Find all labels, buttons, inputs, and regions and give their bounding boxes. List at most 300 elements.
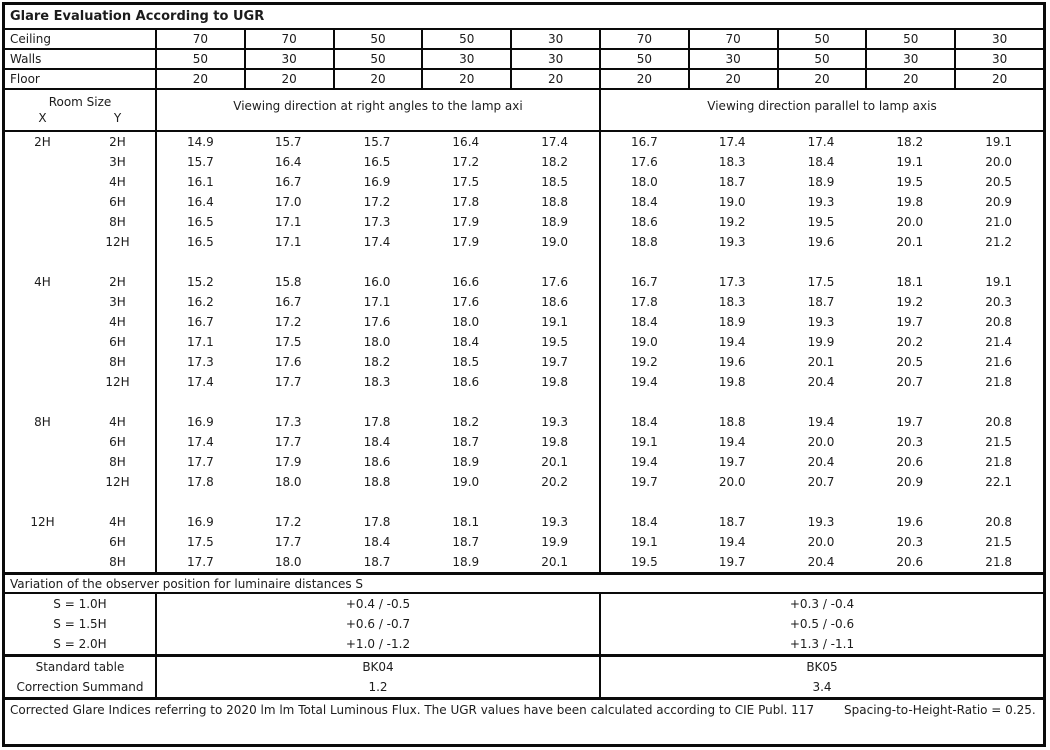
ugr-value: 16.9 [155,412,244,432]
surface-value: 20 [688,70,777,88]
room-y-value: 8H [109,455,126,469]
ugr-data-row [5,132,1043,152]
pair-row-right-value: BK05 [599,657,1043,677]
ugr-value: 18.1 [896,275,924,289]
ugr-data-row [5,192,1043,212]
ugr-value: 16.9 [155,512,244,532]
surface-value: 20 [333,70,422,88]
room-x-value [5,212,80,232]
ugr-value: 16.5 [363,155,391,169]
ugr-value: 16.5 [155,212,244,232]
spacer-cell [244,492,333,512]
ugr-value: 19.3 [807,315,835,329]
table-title: Glare Evaluation According to UGR [10,9,265,24]
ugr-value: 18.7 [807,295,835,309]
ugr-value: 19.6 [896,515,924,529]
surface-value: 30 [510,30,599,48]
ugr-value: 19.7 [541,355,568,369]
ugr-value: 19.9 [807,335,835,349]
room-x-value [5,252,80,272]
surface-value: 20 [244,70,333,88]
variation-section-header: Variation of the observer position for luminaire distances S [5,572,1043,594]
ugr-value: 20.8 [985,315,1012,329]
ugr-value: 18.4 [599,312,688,332]
ugr-value: 20.1 [807,355,835,369]
surface-value: 50 [865,30,954,48]
room-x-value [5,332,80,352]
ugr-value: 17.4 [541,135,568,149]
ugr-value: 18.4 [599,512,688,532]
spacing-to-height-ratio: Spacing-to-Height-Ratio = 0.25. [844,703,1036,717]
ugr-value: 18.6 [363,455,391,469]
ugr-data-row [5,332,1043,352]
spacer-cell [244,392,333,412]
ugr-value: 18.4 [363,435,391,449]
ugr-value: 17.1 [363,295,391,309]
ugr-value: 18.4 [452,335,480,349]
ugr-value: 20.3 [985,295,1012,309]
ugr-value: 19.0 [452,475,480,489]
pair-row-left-value: +1.0 / -1.2 [155,634,599,654]
xy-header-line [5,111,155,125]
ugr-value: 20.3 [896,535,924,549]
y-axis-label: Y [113,111,122,126]
surface-value: 30 [510,50,599,68]
room-x-value [5,392,80,412]
ugr-value: 19.1 [985,275,1012,289]
room-x-value [5,492,80,512]
ugr-value: 19.0 [599,332,688,352]
surface-value: 50 [421,30,510,48]
ugr-value: 20.4 [807,375,835,389]
ugr-value: 17.4 [155,372,244,392]
ugr-value: 18.8 [599,232,688,252]
ugr-value: 19.6 [807,235,835,249]
ugr-value: 19.7 [718,455,746,469]
spacer-cell [865,492,954,512]
room-y-value: 2H [109,275,126,289]
ugr-value: 17.8 [452,195,480,209]
spacer-cell [865,392,954,412]
ugr-value: 17.3 [363,215,391,229]
ugr-value: 21.2 [985,235,1012,249]
ugr-value: 21.6 [985,355,1012,369]
ugr-value: 21.0 [985,215,1012,229]
ugr-value: 16.4 [155,192,244,212]
pair-row [5,614,1043,634]
viewing-direction-left-header: Viewing direction at right angles to the lamp axi [155,90,599,130]
room-x-value [5,192,80,212]
spacer-cell [155,492,244,512]
surface-value: 20 [421,70,510,88]
spacer-cell [244,252,333,272]
room-x-value: 2H [34,135,51,149]
ugr-value: 19.8 [541,375,568,389]
pair-row-left-value: BK04 [155,657,599,677]
surface-value: 70 [688,30,777,48]
surface-value: 30 [954,50,1043,68]
ugr-value: 19.6 [718,355,746,369]
ugr-value: 17.3 [274,415,302,429]
ugr-value: 21.5 [985,535,1012,549]
x-axis-label: X [38,111,47,126]
ugr-value: 20.0 [896,215,924,229]
spacer-cell [510,392,599,412]
pair-row-label: Correction Summand [16,680,144,694]
spacer-cell [954,252,1043,272]
ugr-value: 20.2 [541,475,568,489]
spacer-cell [954,492,1043,512]
ugr-value: 18.7 [452,535,480,549]
ugr-data-row [5,292,1043,312]
ugr-value: 18.5 [452,355,480,369]
ugr-value: 17.2 [274,515,302,529]
room-y-value: 3H [109,295,126,309]
ugr-value: 17.5 [452,175,480,189]
ugr-data-row [5,432,1043,452]
ugr-value: 18.4 [807,155,835,169]
room-y-value: 6H [109,535,126,549]
ugr-value: 18.9 [452,555,480,569]
surface-value: 30 [954,30,1043,48]
ugr-value: 17.2 [452,155,480,169]
ugr-value: 15.7 [363,135,391,149]
ugr-value: 17.4 [363,235,391,249]
ugr-value: 18.0 [452,315,480,329]
ugr-value: 19.4 [807,415,835,429]
room-y-value: 8H [109,555,126,569]
room-x-value [5,432,80,452]
room-x-value: 8H [34,415,51,429]
pair-row-right-value: +0.5 / -0.6 [599,614,1043,634]
ugr-value: 17.8 [363,515,391,529]
footer-note [5,697,1043,744]
ugr-value: 19.5 [599,552,688,572]
ugr-value: 20.2 [896,335,924,349]
ugr-data-row [5,532,1043,552]
ugr-value: 20.4 [807,555,835,569]
title-row [5,5,1043,30]
ugr-value: 15.8 [274,275,302,289]
room-y-value [80,392,155,412]
spacer-cell [777,492,866,512]
ugr-value: 17.3 [155,352,244,372]
ugr-value: 19.9 [541,535,568,549]
room-x-value [5,352,80,372]
ugr-data-row [5,312,1043,332]
ugr-data-row [5,232,1043,252]
ugr-value: 18.0 [599,172,688,192]
surface-row [5,50,1043,70]
pair-row [5,677,1043,697]
ugr-value: 18.8 [541,195,568,209]
surface-value: 30 [244,50,333,68]
ugr-value: 19.2 [599,352,688,372]
ugr-value: 20.1 [896,235,924,249]
ugr-value: 17.7 [155,452,244,472]
room-x-value [5,292,80,312]
pair-row [5,594,1043,614]
room-x-value [5,372,80,392]
ugr-data-row [5,512,1043,532]
ugr-value: 17.6 [452,295,480,309]
ugr-value: 19.4 [718,335,746,349]
room-y-value: 2H [109,135,126,149]
ugr-value: 15.2 [155,272,244,292]
room-y-value: 6H [109,195,126,209]
footer-text: Corrected Glare Indices referring to 2020 lm lm Total Luminous Flux. The UGR values have been calculated according to CIE Publ. 117 [10,703,815,717]
spacer-cell [421,492,510,512]
ugr-value: 17.5 [274,335,302,349]
ugr-value: 17.7 [274,535,302,549]
ugr-value: 17.4 [807,135,835,149]
ugr-value: 17.9 [274,455,302,469]
room-x-value: 4H [34,275,51,289]
ugr-value: 20.0 [985,155,1012,169]
ugr-value: 18.8 [363,475,391,489]
ugr-value: 18.9 [807,175,835,189]
ugr-data-row [5,552,1043,572]
ugr-value: 18.7 [718,175,746,189]
ugr-value: 18.9 [718,315,746,329]
pair-row-left-value: +0.6 / -0.7 [155,614,599,634]
ugr-value: 18.5 [541,175,568,189]
ugr-value: 16.9 [363,175,391,189]
ugr-value: 16.5 [155,232,244,252]
room-size-label: Room Size [48,94,112,109]
spacer-cell [510,492,599,512]
ugr-value: 19.4 [718,535,746,549]
pair-row-label: S = 1.5H [53,617,107,631]
ugr-value: 18.4 [363,535,391,549]
ugr-value: 21.5 [985,435,1012,449]
room-y-value: 4H [109,515,126,529]
surface-value: 50 [599,50,688,68]
ugr-value: 17.9 [452,215,480,229]
room-x-value [5,552,80,572]
surface-value: 50 [777,30,866,48]
ugr-value: 17.8 [363,415,391,429]
ugr-value: 19.0 [718,195,746,209]
ugr-value: 17.5 [807,275,835,289]
ugr-value: 20.1 [541,555,568,569]
spacer-cell [155,392,244,412]
ugr-value: 19.7 [896,415,924,429]
ugr-value: 19.2 [718,215,746,229]
ugr-value: 15.7 [155,152,244,172]
room-y-value: 3H [109,155,126,169]
ugr-value: 20.0 [807,435,835,449]
ugr-value: 18.2 [363,355,391,369]
ugr-value: 17.2 [274,315,302,329]
ugr-value: 18.4 [599,412,688,432]
spacer-cell [421,252,510,272]
ugr-data-row [5,272,1043,292]
ugr-value: 18.1 [452,515,480,529]
ugr-data-row [5,152,1043,172]
ugr-value: 20.6 [896,455,924,469]
ugr-value: 17.4 [718,135,746,149]
room-y-value: 12H [105,375,130,389]
ugr-value: 16.7 [155,312,244,332]
ugr-value: 16.7 [274,295,302,309]
ugr-value: 19.3 [807,515,835,529]
room-y-value: 4H [109,415,126,429]
summary-section [5,657,1043,697]
pair-row [5,657,1043,677]
ugr-value: 16.2 [155,292,244,312]
ugr-value: 19.3 [807,195,835,209]
ugr-value: 20.0 [718,475,746,489]
ugr-value: 18.6 [599,212,688,232]
ugr-value: 18.2 [452,415,480,429]
ugr-value: 19.4 [718,435,746,449]
ugr-value: 18.0 [274,475,302,489]
room-x-value [5,172,80,192]
pair-row-right-value: +0.3 / -0.4 [599,594,1043,614]
ugr-value: 20.5 [896,355,924,369]
ugr-value: 17.7 [155,552,244,572]
surface-value: 50 [777,50,866,68]
spacer-cell [865,252,954,272]
ugr-value: 16.6 [452,275,480,289]
spacer-cell [777,252,866,272]
ugr-value: 19.3 [541,515,568,529]
ugr-value: 19.5 [896,175,924,189]
surface-value: 50 [333,30,422,48]
ugr-data-row [5,352,1043,372]
ugr-value: 18.7 [452,435,480,449]
surface-label: Ceiling [10,32,51,46]
ugr-value: 19.5 [807,215,835,229]
ugr-value: 17.6 [363,315,391,329]
room-y-value: 4H [109,175,126,189]
room-y-value: 12H [105,475,130,489]
ugr-value: 21.8 [985,455,1012,469]
ugr-value: 18.6 [452,375,480,389]
ugr-value: 19.4 [599,452,688,472]
ugr-value: 20.1 [541,455,568,469]
ugr-value: 20.8 [985,415,1012,429]
ugr-data-row [5,212,1043,232]
ugr-value: 16.4 [452,135,480,149]
spacer-cell [333,392,422,412]
surface-value: 70 [599,30,688,48]
pair-row-label: S = 1.0H [53,597,107,611]
ugr-value: 20.4 [807,455,835,469]
ugr-value: 20.0 [807,535,835,549]
ugr-value: 21.4 [985,335,1012,349]
ugr-value: 17.6 [599,152,688,172]
ugr-value: 19.7 [896,315,924,329]
ugr-value: 17.1 [155,332,244,352]
ugr-value: 19.3 [718,235,746,249]
ugr-value: 18.3 [363,375,391,389]
ugr-value: 17.9 [452,235,480,249]
ugr-value: 18.0 [363,335,391,349]
pair-row-right-value: 3.4 [599,677,1043,697]
ugr-value: 16.7 [599,132,688,152]
ugr-value: 18.2 [896,135,924,149]
surface-value: 70 [244,30,333,48]
variation-section [5,594,1043,657]
ugr-value: 21.8 [985,375,1012,389]
pair-row-right-value: +1.3 / -1.1 [599,634,1043,654]
ugr-value: 17.6 [274,355,302,369]
ugr-value: 17.7 [274,375,302,389]
room-y-value: 8H [109,355,126,369]
spacer-cell [777,392,866,412]
surface-value: 20 [155,70,244,88]
ugr-value: 17.6 [541,275,568,289]
ugr-value: 19.7 [599,472,688,492]
viewing-direction-right-header: Viewing direction parallel to lamp axis [599,90,1043,130]
ugr-value: 19.3 [541,415,568,429]
ugr-value: 20.9 [985,195,1012,209]
spacer-cell [155,252,244,272]
surface-value: 30 [688,50,777,68]
ugr-data-row [5,372,1043,392]
ugr-value: 18.7 [718,515,746,529]
surface-value: 20 [510,70,599,88]
ugr-value: 20.7 [896,375,924,389]
ugr-data-row [5,172,1043,192]
ugr-value: 16.4 [274,155,302,169]
spacer-cell [688,252,777,272]
ugr-value: 19.0 [541,235,568,249]
surface-reflectance-rows [5,30,1043,90]
room-y-value [80,252,155,272]
room-x-value [5,312,80,332]
spacer-cell [599,492,688,512]
ugr-data-row [5,492,1043,512]
ugr-value: 19.8 [718,375,746,389]
surface-row [5,70,1043,90]
room-x-value [5,152,80,172]
spacer-cell [333,492,422,512]
pair-row-label: S = 2.0H [53,637,107,651]
ugr-data-row [5,452,1043,472]
ugr-value: 16.0 [363,275,391,289]
ugr-value: 16.1 [155,172,244,192]
ugr-value: 18.4 [599,192,688,212]
ugr-value: 16.7 [274,175,302,189]
ugr-value: 20.9 [896,475,924,489]
ugr-glare-table [2,2,1046,747]
surface-value: 30 [421,50,510,68]
room-x-value: 12H [30,515,55,529]
ugr-value: 19.1 [599,532,688,552]
ugr-value: 18.8 [718,415,746,429]
ugr-value: 18.2 [541,155,568,169]
room-y-value: 4H [109,315,126,329]
room-x-value [5,232,80,252]
ugr-value: 19.7 [718,555,746,569]
ugr-value: 17.3 [718,275,746,289]
ugr-value: 19.5 [541,335,568,349]
ugr-value: 22.1 [985,475,1012,489]
room-x-value [5,532,80,552]
surface-value: 50 [155,50,244,68]
ugr-data-grid [5,132,1043,572]
surface-label: Floor [10,72,40,86]
ugr-data-row [5,392,1043,412]
room-y-value: 6H [109,335,126,349]
surface-value: 20 [777,70,866,88]
ugr-value: 18.0 [274,555,302,569]
spacer-cell [688,492,777,512]
ugr-value: 18.3 [718,295,746,309]
